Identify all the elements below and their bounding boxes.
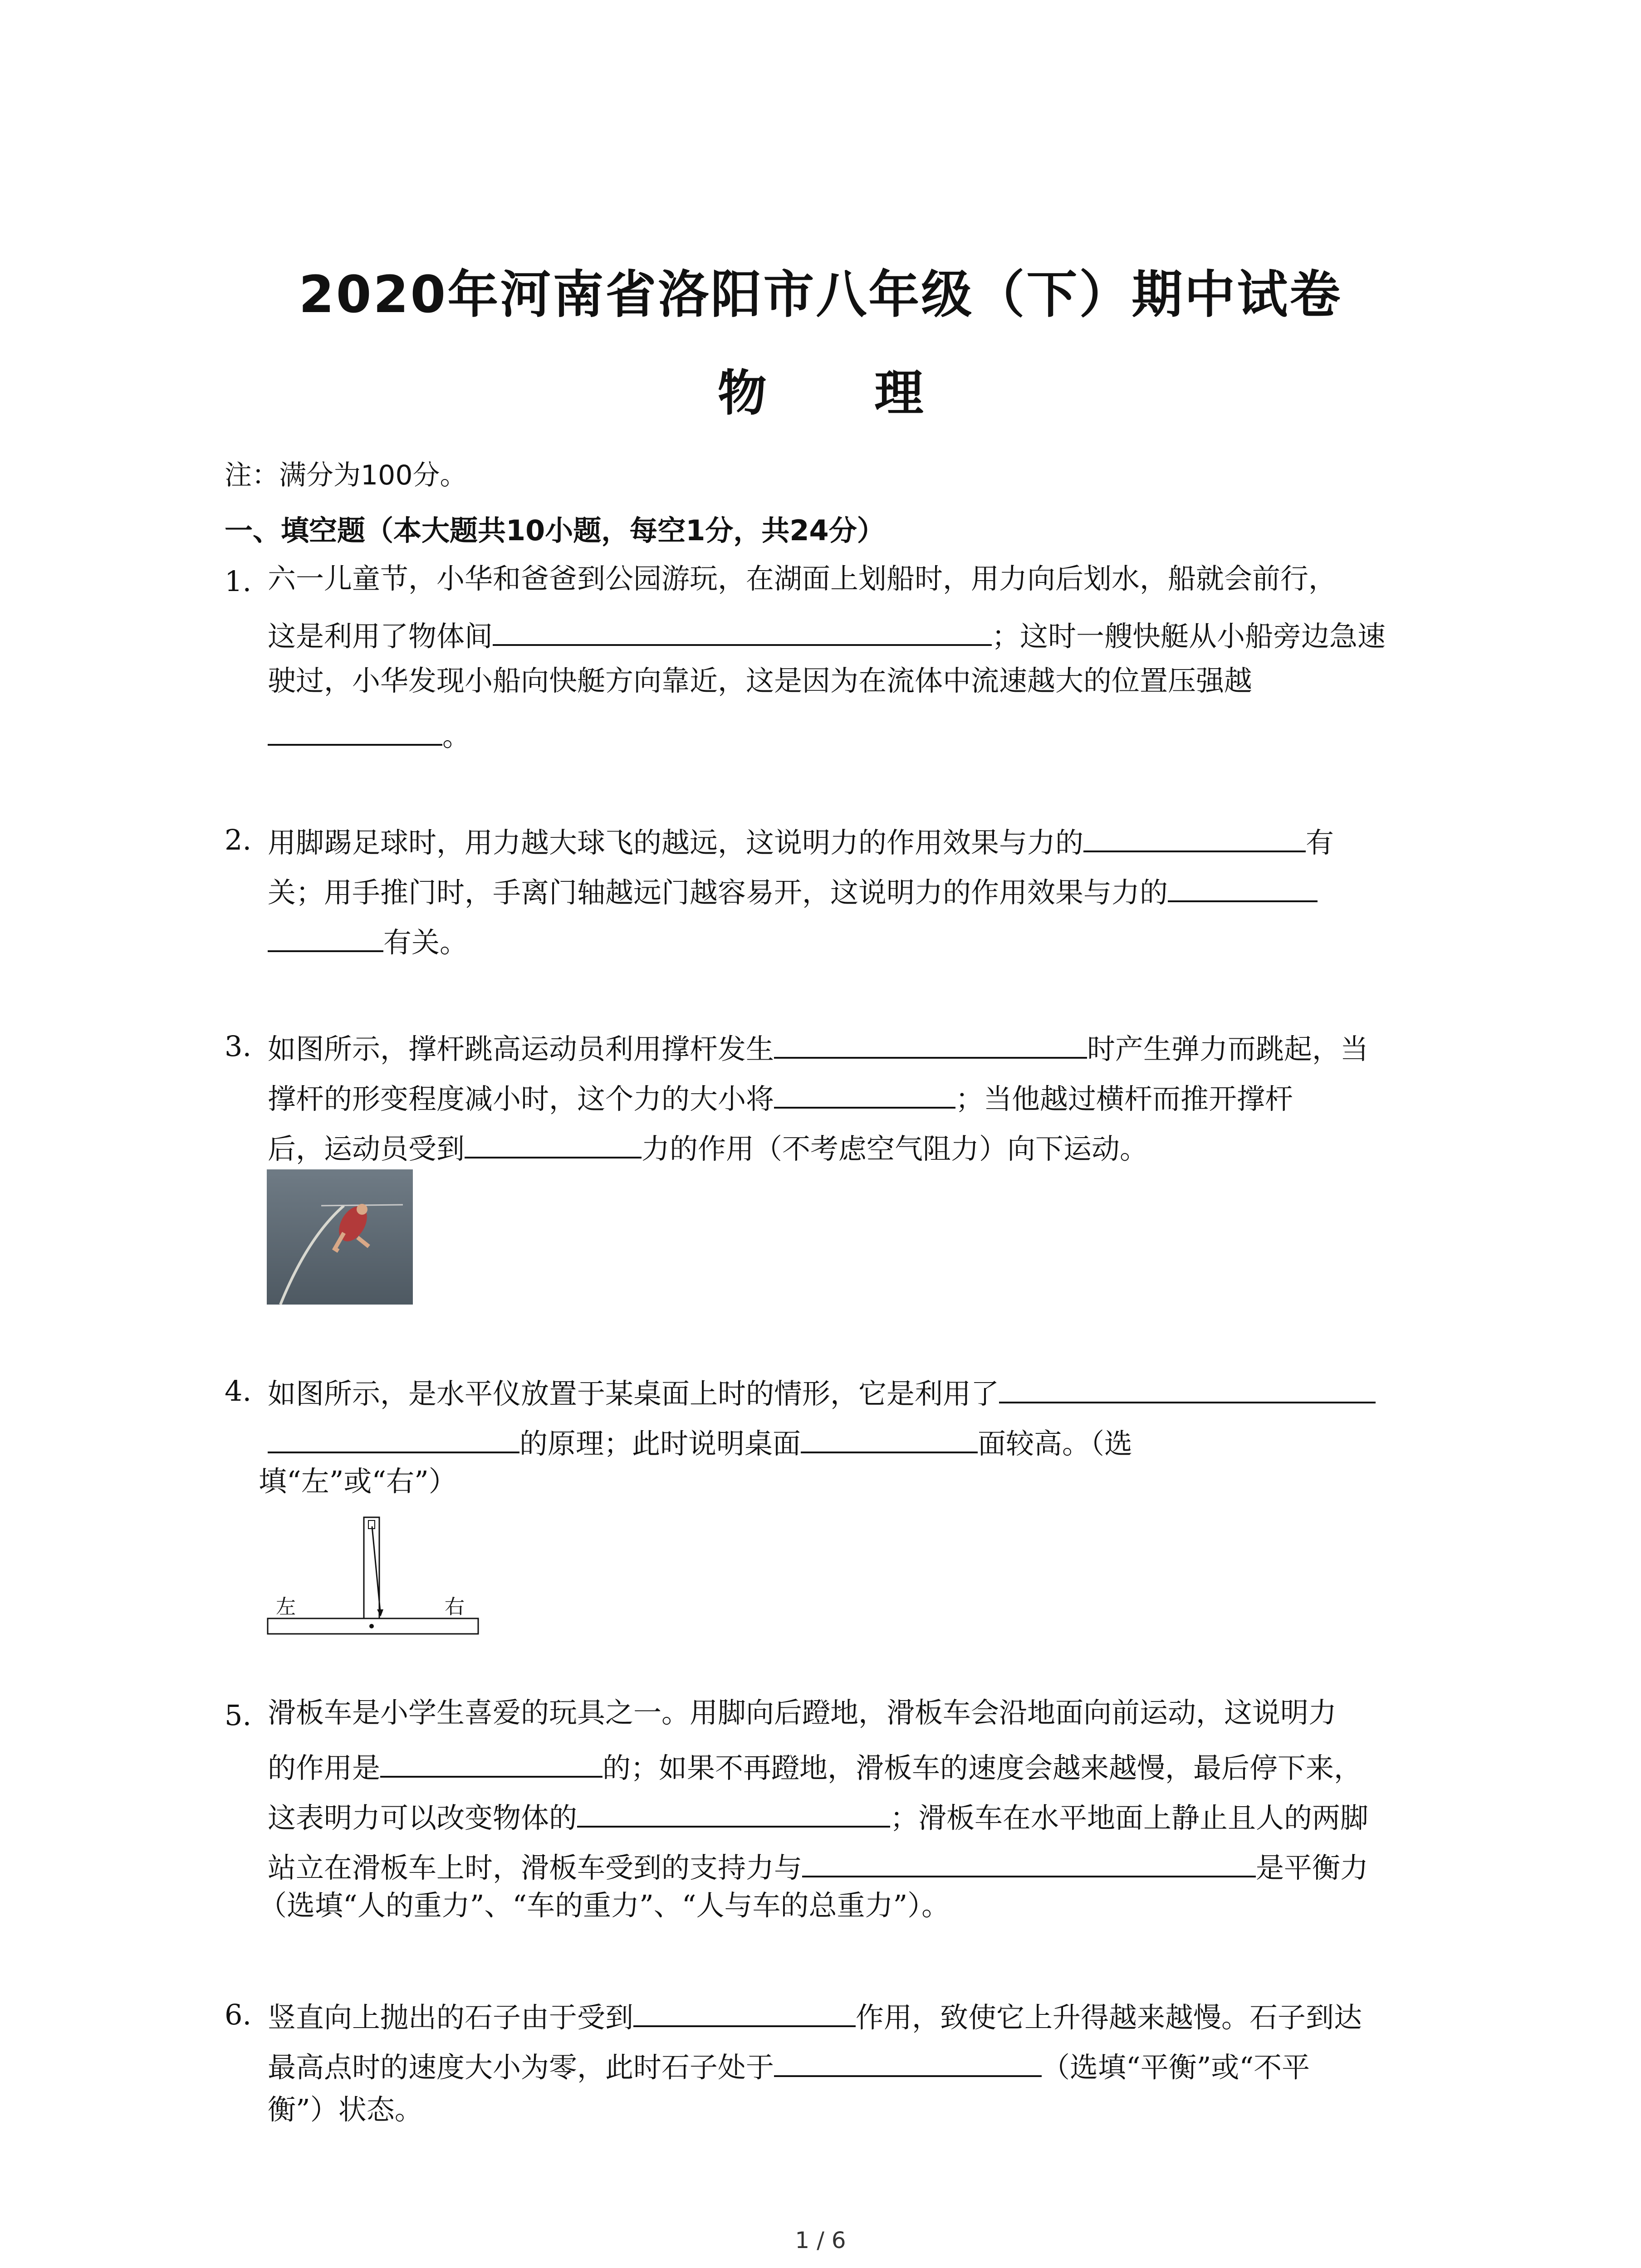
question-number: 6. — [225, 1998, 252, 2031]
answer-blank[interactable] — [774, 1080, 955, 1109]
question-text: 如图所示，是水平仪放置于某桌面上时的情形，它是利用了 — [268, 1377, 999, 1410]
page-number: 1 / 6 — [795, 2227, 846, 2253]
answer-blank[interactable] — [801, 1424, 978, 1453]
answer-blank[interactable] — [380, 1749, 603, 1778]
question-line — [268, 617, 1386, 653]
answer-blank[interactable] — [493, 617, 992, 646]
question-line — [268, 873, 1318, 907]
question-line — [268, 923, 468, 957]
question-number: 3. — [225, 1030, 252, 1063]
question-text: （选填“人的重力”、“车的重力”、“人与车的总重力”）。 — [259, 1889, 950, 1922]
question-line — [268, 1129, 1148, 1163]
answer-blank[interactable] — [1168, 873, 1318, 902]
question-text: 这表明力可以改变物体的 — [268, 1801, 578, 1834]
answer-blank[interactable] — [633, 1998, 856, 2027]
answer-blank[interactable] — [268, 717, 442, 746]
score-note: 注：满分为100分。 — [225, 459, 467, 491]
question-text: 驶过，小华发现小船向快艇方向靠近，这是因为在流体中流速越大的位置压强越 — [268, 664, 1253, 697]
question-text: 撑杆的形变程度减小时，这个力的大小将 — [268, 1082, 774, 1115]
question-line — [268, 2048, 1310, 2082]
answer-blank[interactable] — [577, 1799, 890, 1828]
question-text: （选填“平衡”或“不平 — [1042, 2051, 1310, 2084]
answer-blank[interactable] — [268, 923, 383, 952]
spirit-level-figure — [267, 1506, 480, 1637]
question-text: 后，运动员受到 — [268, 1132, 465, 1165]
question-text: 填“左”或“右”） — [259, 1465, 457, 1498]
question-text: 面较高。（选 — [978, 1427, 1133, 1460]
question-text: 滑板车是小学生喜爱的玩具之一。用脚向后蹬地，滑板车会沿地面向前运动，这说明力 — [268, 1696, 1337, 1729]
question-text: 如图所示，撑杆跳高运动员利用撑杆发生 — [268, 1032, 774, 1066]
section-heading: 一、填空题（本大题共10小题，每空1分，共24分） — [225, 514, 885, 547]
question-line — [268, 1799, 1368, 1832]
figure-label-left: 左 — [276, 1595, 296, 1618]
question-text: 最高点时的速度大小为零，此时石子处于 — [268, 2051, 774, 2084]
pole-vault-photo — [267, 1169, 413, 1305]
question-text: 时产生弹力而跳起，当 — [1087, 1032, 1369, 1066]
question-number: 2. — [225, 823, 252, 856]
question-line — [268, 1749, 1362, 1782]
question-text: 的；如果不再蹬地，滑板车的速度会越来越慢，最后停下来， — [603, 1751, 1362, 1784]
question-text: ；滑板车在水平地面上静止且人的两脚 — [890, 1801, 1369, 1834]
answer-blank[interactable] — [774, 2048, 1042, 2077]
question-text: 站立在滑板车上时，滑板车受到的支持力与 — [268, 1851, 803, 1884]
question-number: 5. — [225, 1699, 252, 1732]
question-text: 作用，致使它上升得越来越慢。石子到达 — [856, 2001, 1362, 2034]
question-line — [268, 1998, 1362, 2032]
answer-blank[interactable] — [465, 1129, 642, 1158]
subject-title: 物 理 — [717, 365, 969, 422]
question-text: ；当他越过横杆而推开撑杆 — [955, 1082, 1293, 1115]
question-text: 力的作用（不考虑空气阻力）向下运动。 — [642, 1132, 1148, 1165]
answer-blank[interactable] — [802, 1848, 1256, 1877]
question-text: 的作用是 — [268, 1751, 381, 1784]
question-text: ；这时一艘快艇从小船旁边急速 — [992, 620, 1386, 653]
question-line — [268, 1424, 1132, 1458]
question-line — [268, 823, 1334, 857]
question-text: 有关。 — [383, 926, 468, 959]
answer-blank[interactable] — [774, 1030, 1087, 1059]
question-text: 这是利用了物体间 — [268, 620, 493, 653]
answer-blank[interactable] — [1083, 823, 1306, 852]
question-number: 1. — [225, 565, 252, 598]
question-text: 是平衡力 — [1256, 1851, 1369, 1884]
question-text: 衡”）状态。 — [268, 2093, 423, 2126]
page-title: 2020年河南省洛阳市八年级（下）期中试卷 — [299, 265, 1342, 324]
answer-blank[interactable] — [999, 1374, 1376, 1403]
question-text: 有 — [1306, 826, 1334, 859]
question-text: 用脚踢足球时，用力越大球飞的越远，这说明力的作用效果与力的 — [268, 826, 1084, 859]
question-line — [268, 1080, 1293, 1113]
question-line — [268, 1374, 1376, 1408]
question-text: 的原理；此时说明桌面 — [519, 1427, 801, 1460]
question-line — [268, 1848, 1368, 1882]
question-text: 竖直向上抛出的石子由于受到 — [268, 2001, 634, 2034]
answer-blank[interactable] — [268, 1424, 519, 1453]
question-text: 。 — [442, 719, 471, 753]
figure-label-right: 右 — [445, 1595, 465, 1618]
question-number: 4. — [225, 1374, 252, 1408]
question-line — [268, 1030, 1369, 1066]
question-line — [268, 717, 471, 753]
question-text: 关；用手推门时，手离门轴越远门越容易开，这说明力的作用效果与力的 — [268, 876, 1168, 909]
question-text: 六一儿童节，小华和爸爸到公园游玩，在湖面上划船时，用力向后划水，船就会前行， — [268, 562, 1337, 595]
